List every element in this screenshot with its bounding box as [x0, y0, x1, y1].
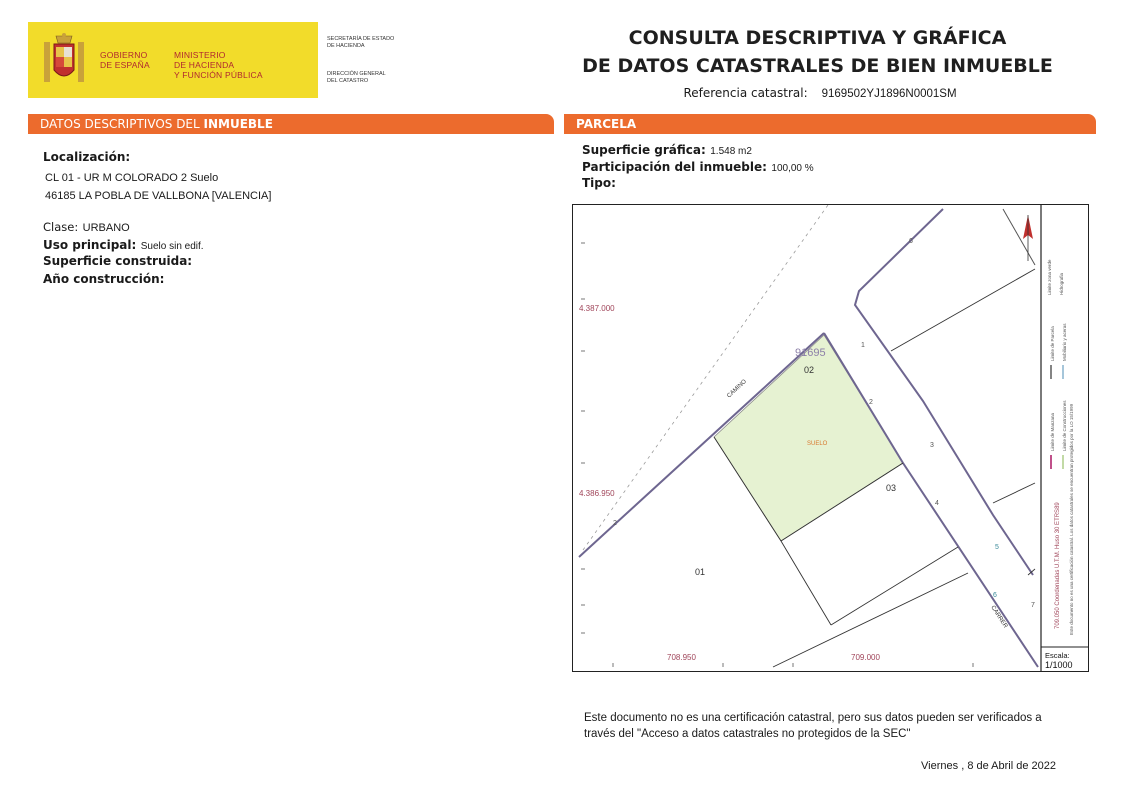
- cadastral-reference: [600, 86, 1040, 100]
- disclaimer-note: Este documento no es una certificación catastral, pero sus datos pueden ser verificados a través del "Acceso a datos catastrales no protegidos de la SEC": [584, 712, 1042, 740]
- map-drawing: [573, 205, 1088, 671]
- coord-system-text: 709.050 Coordenadas U.T.M. Huso 30 ETRS89: [1055, 502, 1061, 629]
- street-number: 5: [995, 544, 999, 551]
- tipo-label: Tipo:: [582, 176, 616, 190]
- legend-item: Hidrografia: [1059, 272, 1064, 295]
- anio-construccion-label: Año construcción:: [43, 272, 165, 286]
- coord-y-bottom: 4.386.950: [579, 489, 615, 498]
- street-label-camino: CAMINO: [726, 378, 748, 400]
- parcel-label-02: 02: [804, 365, 815, 375]
- ministerio-text: MINISTERIO DE HACIENDA Y FUNCIÓN PÚBLICA: [174, 50, 263, 80]
- legend-note-text: Este documento no es una certificación catastral. Los datos catastrales se encuentran protegidos por la LO 15/1999: [1069, 403, 1074, 635]
- street-number: 7: [1031, 602, 1035, 609]
- document-title: CONSULTA DESCRIPTIVA Y GRÁFICA DE DATOS CATASTRALES DE BIEN INMUEBLE: [582, 27, 1053, 77]
- street-number: 6: [909, 238, 913, 245]
- street-number: 1: [861, 342, 865, 349]
- superficie-grafica-row: Superficie gráfica: 1.548 m2: [582, 143, 752, 157]
- legend-item: Limite de Manzana: [1050, 412, 1055, 451]
- secretaria-text: SECRETARÍA DE ESTADO DE HACIENDA: [327, 36, 395, 49]
- coord-x-left: 708.950: [667, 653, 696, 662]
- participacion-row: Participación del inmueble: 100,00 %: [582, 160, 814, 174]
- parcel-label-03: 03: [886, 483, 897, 493]
- street-number: 4: [935, 500, 939, 507]
- address-line-1: CL 01 - UR M COLORADO 2 Suelo: [45, 172, 219, 184]
- scale-label: Escala:: [1045, 651, 1070, 660]
- parcel-label-01: 01: [695, 567, 706, 577]
- street-number: 6: [993, 592, 997, 599]
- legend-item: Limite de Construcciones: [1062, 400, 1067, 451]
- cadastral-map: [572, 204, 1089, 672]
- land-label: SUELO: [807, 441, 828, 447]
- coord-x-right: 709.000: [851, 653, 880, 662]
- street-number: 2: [613, 520, 617, 527]
- street-number: 3: [930, 442, 934, 449]
- legend-item: Limite zona verde: [1047, 259, 1052, 295]
- uso-row: Uso principal: Suelo sin edif.: [43, 238, 204, 252]
- direccion-text: DIRECCIÓN GENERAL DEL CATASTRO: [327, 71, 386, 84]
- clase-row: Clase: URBANO: [43, 220, 130, 234]
- gobierno-text: GOBIERNO DE ESPAÑA: [100, 50, 150, 70]
- coat-of-arms-icon: [40, 32, 88, 88]
- section-bar-parcela: PARCELA: [564, 114, 1096, 134]
- legend-item: Mobiliario y aceras: [1062, 323, 1067, 361]
- superficie-construida-label: Superficie construida:: [43, 254, 193, 268]
- document-date: Viernes , 8 de Abril de 2022: [921, 760, 1056, 772]
- scale-value: 1/1000: [1045, 660, 1073, 670]
- street-number: 2: [869, 399, 873, 406]
- block-number: 91695: [795, 347, 826, 359]
- street-label-carrer: CARRER: [989, 604, 1009, 630]
- coord-y-top: 4.387.000: [579, 304, 615, 313]
- legend-item: Limite de Parcela: [1050, 326, 1055, 361]
- section-bar-inmueble: DATOS DESCRIPTIVOS DEL INMUEBLE: [28, 114, 554, 134]
- ref-label: Referencia catastral:: [683, 86, 808, 100]
- government-logo: [28, 22, 318, 98]
- localizacion-label: Localización:: [43, 150, 131, 164]
- ref-value: 9169502YJ1896N0001SM: [821, 88, 957, 100]
- address-line-2: 46185 LA POBLA DE VALLBONA [VALENCIA]: [45, 190, 272, 202]
